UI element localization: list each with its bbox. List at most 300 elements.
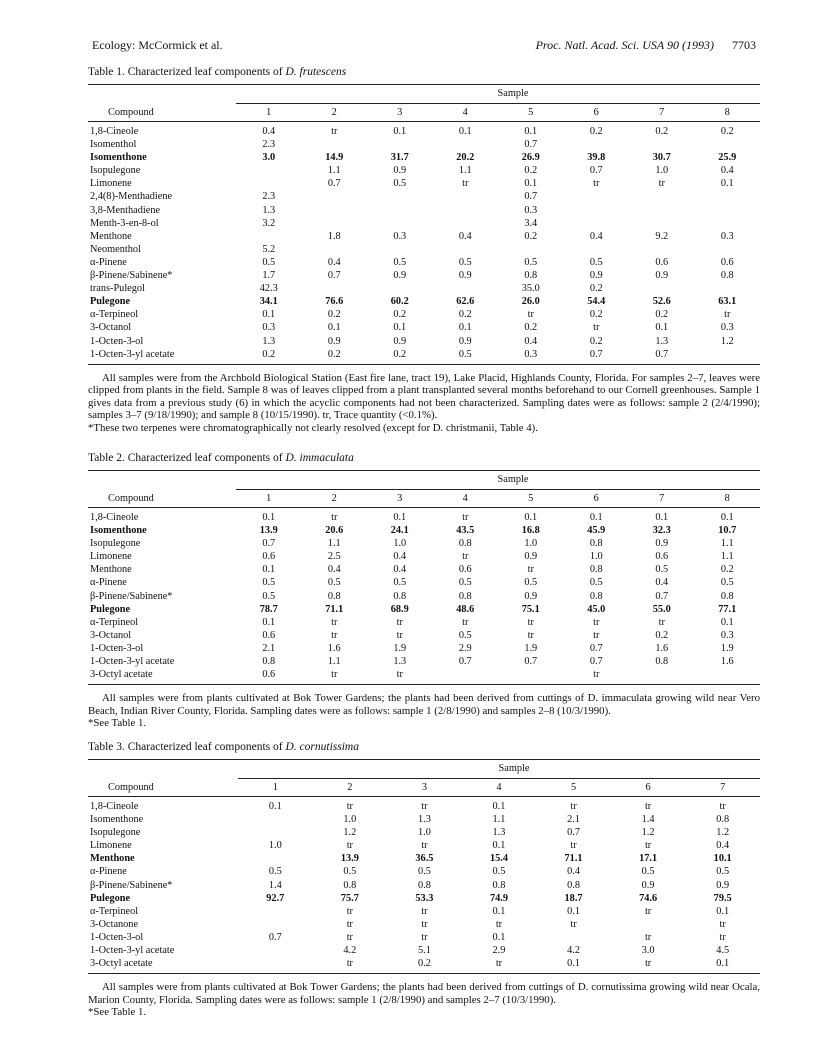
table-cell: tr <box>421 931 428 943</box>
sample-column-header: 2 <box>313 779 388 797</box>
table-cell: 0.2 <box>387 957 462 974</box>
table-cell: 20.2 <box>456 152 475 164</box>
table-cell <box>367 243 433 256</box>
table-cell: 0.6 <box>655 551 669 563</box>
table-cell: 0.9 <box>524 590 538 602</box>
sample-column-header: 1 <box>236 104 302 122</box>
table-cell <box>238 826 313 839</box>
table-cell: 0.1 <box>655 512 669 523</box>
table-row <box>88 122 760 139</box>
table-cell <box>629 138 695 151</box>
table-cell: tr <box>462 178 469 190</box>
table-cell: 0.1 <box>393 322 407 334</box>
table-cell: 52.6 <box>652 296 671 308</box>
table-cell: 10.1 <box>713 853 732 865</box>
table-row <box>88 931 760 944</box>
table-cell: 0.2 <box>302 348 368 365</box>
compound-header: Compound <box>88 779 238 797</box>
table-cell: 0.1 <box>458 322 472 334</box>
table-cell: 77.1 <box>718 603 737 615</box>
table-cell: tr <box>346 905 353 917</box>
table-cell: 0.1 <box>655 322 669 334</box>
table-cell: 0.2 <box>589 126 603 137</box>
table-cell: 36.5 <box>415 853 434 865</box>
table-cell <box>302 282 368 295</box>
table-cell: 0.9 <box>655 270 669 282</box>
table-cell: 0.4 <box>589 230 603 242</box>
table-cell: 1.6 <box>327 642 341 654</box>
table-cell: 1.3 <box>492 827 506 839</box>
table-cell: tr <box>396 616 403 628</box>
table-row <box>88 217 760 230</box>
table-cell: tr <box>719 918 726 930</box>
table-cell: 0.1 <box>393 512 407 523</box>
table-cell: 0.7 <box>524 139 538 151</box>
table-cell: 0.4 <box>567 866 580 878</box>
table-cell: 0.1 <box>716 905 730 917</box>
table-cell: 0.1 <box>268 801 282 812</box>
table-cell: tr <box>658 616 665 628</box>
table-cell: 1.0 <box>417 827 431 839</box>
table-cell: 20.6 <box>325 525 344 537</box>
table-cell <box>302 243 368 256</box>
table-3-block <box>88 741 760 1019</box>
table-cell <box>564 190 630 203</box>
table-cell: 1.4 <box>268 879 282 891</box>
table-cell: 0.1 <box>524 178 538 190</box>
table-notes <box>88 981 760 1019</box>
table-row <box>88 204 760 217</box>
table-cell <box>302 138 368 151</box>
table-cell: tr <box>346 918 353 930</box>
table-cell: 0.2 <box>236 348 302 365</box>
compound-name: 1-Octen-3-ol <box>90 931 144 943</box>
compound-name: 1,8-Cineole <box>90 801 139 812</box>
table-cell: 0.7 <box>589 656 603 668</box>
running-head-journal <box>536 38 756 53</box>
table-row <box>88 151 760 164</box>
compound-name: β-Pinene/Sabinene* <box>90 270 173 282</box>
caption-species: D. cornutissima <box>285 741 359 753</box>
table-cell: 0.3 <box>720 230 734 242</box>
compound-name: Isopulegone <box>90 827 141 839</box>
table-cell <box>695 138 761 151</box>
table-cell: 0.7 <box>524 656 538 668</box>
table-cell: 0.1 <box>524 126 538 137</box>
table-cell: 0.5 <box>720 577 734 589</box>
table-cell: 0.7 <box>262 538 276 550</box>
table-cell: tr <box>462 551 469 563</box>
table-cell: 0.6 <box>458 564 472 576</box>
table-cell: 1.1 <box>327 656 341 668</box>
table-row <box>88 230 760 243</box>
table-cell: tr <box>346 801 353 812</box>
table-cell <box>564 217 630 230</box>
table-cell <box>695 348 761 365</box>
table-cell <box>433 138 499 151</box>
table-cell: 2.9 <box>492 945 506 957</box>
table-cell: 0.1 <box>492 840 506 852</box>
table-cell: 0.1 <box>262 512 276 523</box>
table-cell: tr <box>644 905 652 917</box>
table-cell <box>629 217 695 230</box>
table-cell: 0.6 <box>262 551 276 563</box>
table-cell: 45.9 <box>587 525 606 537</box>
table-cell: 0.8 <box>327 590 341 602</box>
table-cell: 0.2 <box>524 165 538 177</box>
table-cell: 5.2 <box>262 243 276 255</box>
table-cell: 9.2 <box>655 230 669 242</box>
table-row <box>88 508 760 525</box>
table-cell: 0.2 <box>589 335 603 347</box>
table-cell <box>629 243 695 256</box>
table-row <box>88 616 760 629</box>
table-cell <box>302 190 368 203</box>
table-cell: 0.2 <box>720 126 734 137</box>
table-cell: tr <box>724 309 731 321</box>
table-cell: 0.8 <box>589 538 603 550</box>
table-cell: 0.9 <box>393 270 407 282</box>
table-cell: tr <box>527 309 534 321</box>
table-cell <box>536 931 611 944</box>
table-cell: 0.1 <box>458 126 472 137</box>
data-table <box>88 84 760 365</box>
table-cell: 0.1 <box>262 564 276 576</box>
table-cell <box>302 217 368 230</box>
table-note: All samples were from plants cultivated at Bok Tower Gardens; the plants had been derived from cuttings of D. cornutissima growing wild near Ocala, Marion County, Florida. Sampling dates were as follows: sample 1 (2/8/1990) and samples 2–7 (10/3/1990). <box>88 981 760 1006</box>
table-cell: 0.1 <box>262 309 276 321</box>
table-row <box>88 177 760 190</box>
table-cell: 0.2 <box>327 309 341 321</box>
compound-name: Isomenthone <box>90 814 144 826</box>
table-cell: 0.5 <box>458 577 472 589</box>
header-spacer <box>88 85 236 104</box>
sample-column-header: 7 <box>685 779 760 797</box>
table-cell: 0.2 <box>655 629 669 641</box>
table-cell: 1.3 <box>393 656 407 668</box>
table-cell: 74.6 <box>639 892 658 904</box>
table-notes <box>88 372 760 435</box>
table-cell: 0.5 <box>524 256 538 268</box>
table-cell: 0.9 <box>327 335 341 347</box>
table-cell: 2.1 <box>567 814 580 826</box>
table-cell: 4.2 <box>343 945 357 957</box>
sample-column-header: 6 <box>564 490 630 508</box>
table-cell: 0.9 <box>458 335 472 347</box>
table-cell: 0.1 <box>536 957 611 974</box>
table-cell: 0.8 <box>720 590 734 602</box>
table-cell: 3.0 <box>641 945 655 957</box>
table-cell: 1.1 <box>327 538 341 550</box>
table-cell: 2.9 <box>458 642 472 654</box>
compound-name: Isopulegone <box>90 165 141 177</box>
table-cell <box>695 668 761 685</box>
table-row <box>88 243 760 256</box>
table-cell: 2.3 <box>262 191 276 203</box>
caption-species: D. immaculata <box>285 452 354 464</box>
table-cell: 1.0 <box>268 840 282 852</box>
table-cell: 53.3 <box>415 892 434 904</box>
table-footnote: *These two terpenes were chromatographically not clearly resolved (except for D. christmanii, Table 4). <box>88 422 538 435</box>
table-cell <box>629 204 695 217</box>
compound-name: 1-Octen-3-ol <box>90 335 144 347</box>
table-cell <box>695 204 761 217</box>
data-table <box>88 759 760 974</box>
table-row <box>88 879 760 892</box>
table-cell <box>236 230 302 243</box>
table-row <box>88 256 760 269</box>
sample-header: Sample <box>238 760 760 779</box>
sample-column-header: 3 <box>387 779 462 797</box>
compound-name: Neomenthol <box>90 243 141 255</box>
table-cell: 3.2 <box>262 217 276 229</box>
compound-name: Pulegone <box>90 892 131 904</box>
table-cell: 0.1 <box>262 616 276 628</box>
table-row <box>88 282 760 295</box>
table-row <box>88 813 760 826</box>
table-cell: 0.1 <box>492 905 506 917</box>
table-row <box>88 839 760 852</box>
table-cell: 0.5 <box>641 866 655 878</box>
table-cell: 1.9 <box>720 642 734 654</box>
sample-column-header: 1 <box>238 779 313 797</box>
table-cell: 0.8 <box>393 590 407 602</box>
table-cell: 1.3 <box>262 204 276 216</box>
compound-name: Isomenthone <box>90 152 147 164</box>
table-cell: 0.2 <box>367 348 433 365</box>
sample-column-header: 8 <box>695 490 761 508</box>
table-cell: 0.7 <box>629 348 695 365</box>
table-cell <box>629 190 695 203</box>
table-cell: 2.3 <box>262 139 276 151</box>
table-cell: 0.5 <box>393 256 407 268</box>
compound-name: Menthone <box>90 230 132 242</box>
table-cell: tr <box>570 918 577 930</box>
table-cell: 1.9 <box>524 642 538 654</box>
compound-name: Pulegone <box>90 603 131 615</box>
table-cell: tr <box>346 931 353 943</box>
table-row <box>88 308 760 321</box>
table-caption <box>88 452 760 464</box>
table-cell: tr <box>644 801 652 812</box>
table-cell: 1.1 <box>458 165 472 177</box>
table-cell: 45.0 <box>587 603 606 615</box>
table-cell <box>695 282 761 295</box>
journal-citation: Proc. Natl. Acad. Sci. USA 90 (1993) <box>535 38 714 52</box>
table-cell: 0.7 <box>564 348 630 365</box>
table-row <box>88 865 760 878</box>
compound-name: 3-Octyl acetate <box>88 957 238 974</box>
compound-header: Compound <box>88 104 236 122</box>
table-cell: tr <box>462 512 469 523</box>
table-cell: 0.4 <box>458 230 472 242</box>
table-cell: 1.6 <box>720 656 734 668</box>
table-cell: 60.2 <box>390 296 409 308</box>
table-cell: 1.3 <box>262 335 276 347</box>
table-cell <box>695 190 761 203</box>
table-cell: 0.8 <box>492 879 506 891</box>
compound-name: 3-Octanol <box>90 629 132 641</box>
compound-name: α-Terpineol <box>90 905 139 917</box>
table-cell: 68.9 <box>390 603 409 615</box>
table-cell <box>238 918 313 931</box>
table-cell: 0.7 <box>327 270 341 282</box>
table-2-block <box>88 452 760 730</box>
table-cell: 0.7 <box>327 178 341 190</box>
table-row <box>88 918 760 931</box>
table-cell: 0.8 <box>589 564 603 576</box>
table-cell <box>433 668 499 685</box>
compound-header: Compound <box>88 490 236 508</box>
table-cell: 92.7 <box>266 892 285 904</box>
sample-column-header: 6 <box>611 779 686 797</box>
table-cell: 0.1 <box>524 512 538 523</box>
table-row <box>88 629 760 642</box>
table-cell: 0.8 <box>458 538 472 550</box>
table-cell: 0.2 <box>655 126 669 137</box>
table-cell: 1.8 <box>327 230 341 242</box>
table-cell: 39.8 <box>587 152 606 164</box>
sample-column-header: 3 <box>367 104 433 122</box>
table-cell: 0.3 <box>524 204 538 216</box>
table-cell: 0.3 <box>262 322 276 334</box>
table-cell: 4.2 <box>567 945 580 957</box>
table-cell: tr <box>593 616 600 628</box>
compound-name: trans-Pulegol <box>90 283 145 295</box>
table-footnote: *See Table 1. <box>88 717 147 730</box>
table-cell: 0.2 <box>589 283 603 295</box>
table-cell: 5.1 <box>417 945 431 957</box>
table-cell: tr <box>593 629 600 641</box>
table-cell: 0.1 <box>720 616 734 628</box>
sample-column-header: 2 <box>302 490 368 508</box>
table-cell: 71.1 <box>564 853 583 865</box>
table-cell: tr <box>462 957 537 974</box>
sample-column-header: 4 <box>433 104 499 122</box>
table-row <box>88 295 760 308</box>
table-cell: 32.3 <box>652 525 671 537</box>
table-row <box>88 668 760 685</box>
table-row <box>88 563 760 576</box>
table-cell: 0.5 <box>458 629 472 641</box>
table-row <box>88 537 760 550</box>
table-cell: tr <box>719 931 726 943</box>
table-cell: 42.3 <box>259 283 278 295</box>
table-cell: 1.7 <box>262 270 276 282</box>
table-cell: 1.0 <box>343 814 357 826</box>
table-cell: 0.5 <box>716 866 730 878</box>
compound-name: Isopulegone <box>90 538 141 550</box>
table-cell: 0.8 <box>524 270 538 282</box>
table-cell: tr <box>593 178 600 190</box>
compound-name: 1,8-Cineole <box>90 512 139 523</box>
compound-name: Limonene <box>90 840 132 852</box>
table-cell: 31.7 <box>390 152 409 164</box>
table-cell: tr <box>331 126 338 137</box>
table-cell: 0.5 <box>655 564 669 576</box>
table-cell: 0.2 <box>720 564 734 576</box>
table-cell: 43.5 <box>456 525 475 537</box>
table-cell: 0.2 <box>393 309 407 321</box>
table-row <box>88 269 760 282</box>
table-cell: 0.5 <box>262 256 276 268</box>
table-cell: 0.1 <box>720 512 734 523</box>
table-cell: 76.6 <box>325 296 344 308</box>
table-cell <box>367 138 433 151</box>
table-cell: tr <box>331 512 338 523</box>
table-cell: tr <box>570 840 577 852</box>
sample-column-header: 8 <box>695 104 761 122</box>
table-cell: 0.7 <box>655 590 669 602</box>
table-cell: 3.4 <box>524 217 538 229</box>
table-cell: 1.0 <box>524 538 538 550</box>
table-cell: tr <box>421 801 428 812</box>
table-caption <box>88 66 760 78</box>
table-cell: 0.9 <box>458 270 472 282</box>
compound-name: Menthone <box>90 564 132 576</box>
table-cell <box>367 204 433 217</box>
compound-name: β-Pinene/Sabinene* <box>90 879 173 891</box>
table-cell <box>695 217 761 230</box>
table-row <box>88 524 760 537</box>
table-row <box>88 852 760 865</box>
table-cell: 0.8 <box>262 656 276 668</box>
table-cell: 0.4 <box>327 256 341 268</box>
table-cell: tr <box>564 668 630 685</box>
table-cell: 0.5 <box>589 256 603 268</box>
table-cell <box>629 282 695 295</box>
table-cell: 14.9 <box>325 152 344 164</box>
table-cell: 0.7 <box>458 656 472 668</box>
data-table <box>88 470 760 685</box>
table-row <box>88 164 760 177</box>
compound-name: β-Pinene/Sabinene* <box>90 590 173 602</box>
compound-name: Limonene <box>90 178 132 190</box>
sample-column-header: 1 <box>236 490 302 508</box>
table-cell: 0.5 <box>262 590 276 602</box>
sample-column-header: 7 <box>629 490 695 508</box>
table-cell: 17.1 <box>639 853 658 865</box>
table-cell <box>238 957 313 974</box>
table-cell: 0.5 <box>327 577 341 589</box>
table-cell: 1.0 <box>655 165 669 177</box>
table-cell: 0.4 <box>327 564 341 576</box>
table-cell: tr <box>719 801 726 812</box>
running-head-section: Ecology: McCormick et al. <box>92 38 223 52</box>
table-cell: 79.5 <box>713 892 732 904</box>
table-cell: 0.5 <box>393 178 407 190</box>
table-row <box>88 944 760 957</box>
table-row <box>88 321 760 334</box>
table-cell: 0.9 <box>393 165 407 177</box>
table-cell: 0.8 <box>589 590 603 602</box>
compound-name: α-Pinene <box>90 256 127 268</box>
table-row <box>88 576 760 589</box>
table-cell: tr <box>396 629 403 641</box>
table-cell: 55.0 <box>652 603 671 615</box>
table-cell: 0.9 <box>716 879 730 891</box>
table-row <box>88 590 760 603</box>
table-cell: 1.2 <box>343 827 357 839</box>
table-note: All samples were from plants cultivated at Bok Tower Gardens; the plants had been derived from cuttings of D. immaculata growing wild near Vero Beach, Indian River County, Florida. Sampling dates were as follows: sample 1 (2/8/1990) and samples 2–8 (10/3/1990). <box>88 692 760 717</box>
table-cell <box>302 204 368 217</box>
table-cell: 0.4 <box>524 335 538 347</box>
compound-name: 1-Octen-3-yl acetate <box>90 656 175 668</box>
table-cell: 35.0 <box>521 283 540 295</box>
table-cell <box>367 190 433 203</box>
table-cell: 13.9 <box>340 853 359 865</box>
caption-text: Table 2. Characterized leaf components of <box>88 452 286 464</box>
